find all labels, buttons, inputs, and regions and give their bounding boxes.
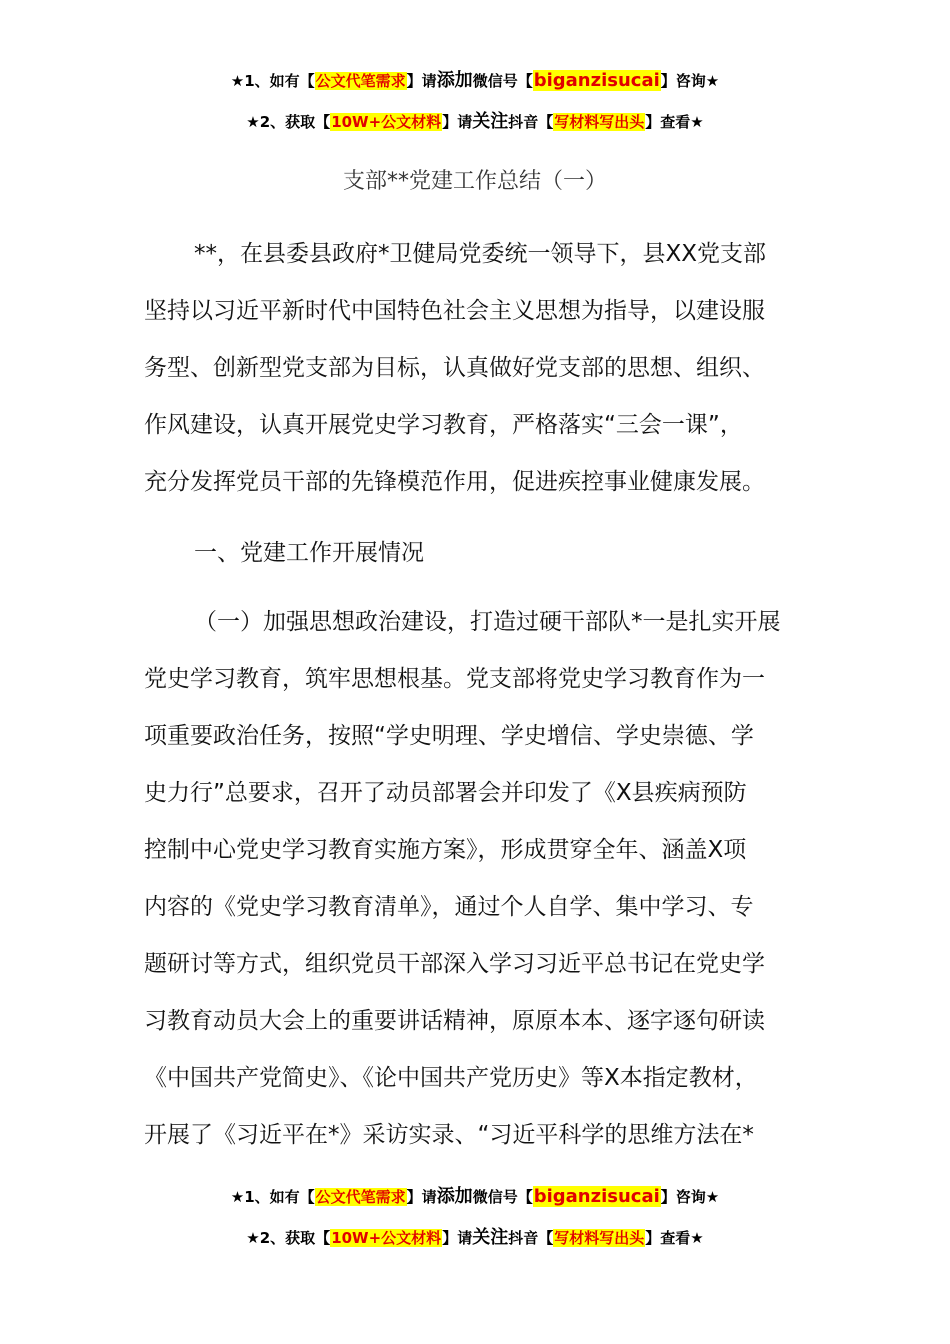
body-line: **，在县委县政府*卫健局党委统一领导下，县XX党支部 [194, 241, 767, 267]
promo-text: ★2、获取【 [246, 1229, 331, 1247]
promo-emphasis: 关注 [472, 111, 509, 132]
promo-highlight: 10W+公文材料 [331, 1229, 442, 1247]
promo-text: 】请 [406, 1188, 437, 1206]
promo-text: 】请 [442, 113, 473, 131]
promo-highlight: 写材料写出头 [554, 113, 645, 131]
promo-text: 微信号【 [472, 72, 533, 90]
promo-text: 】请 [442, 1229, 473, 1247]
body-line: 坚持以习近平新时代中国特色社会主义思想为指导，以建设服 [144, 298, 765, 324]
promo-emphasis: 添加 [436, 70, 473, 91]
body-line: 题研讨等方式，组织党员干部深入学习习近平总书记在党史学 [144, 951, 765, 977]
promo-text: 】请 [406, 72, 437, 90]
promo-highlight: 10W+公文材料 [331, 113, 442, 131]
footer-promo-line-1 [0, 1186, 950, 1208]
body-line: 作风建设，认真开展党史学习教育，严格落实“三会一课”， [144, 412, 743, 438]
subsection-heading-line: （一）加强思想政治建设，打造过硬干部队*一是扎实开展 [194, 609, 781, 635]
promo-wechat-id: biganzisucai [533, 1186, 660, 1207]
body-line: 务型、创新型党支部为目标，认真做好党支部的思想、组织、 [144, 355, 765, 381]
promo-wechat-id: biganzisucai [533, 70, 660, 91]
body-line: 项重要政治任务，按照“学史明理、学史增信、学史崇德、学 [144, 723, 754, 749]
body-line: 内容的《党史学习教育清单》，通过个人自学、集中学习、专 [144, 894, 754, 920]
promo-highlight: 公文代笔需求 [315, 72, 406, 90]
promo-text: 】咨询★ [660, 1188, 720, 1206]
promo-text: ★1、如有【 [230, 72, 315, 90]
promo-text: 抖音【 [508, 1229, 554, 1247]
promo-text: 微信号【 [472, 1188, 533, 1206]
body-line: 习教育动员大会上的重要讲话精神，原原本本、逐字逐句研读 [144, 1008, 765, 1034]
header-promo-line-1 [0, 70, 950, 92]
body-line: 充分发挥党员干部的先锋模范作用，促进疾控事业健康发展。 [144, 469, 765, 495]
promo-text: 】查看★ [645, 1229, 704, 1247]
body-line: 控制中心党史学习教育实施方案》，形成贯穿全年、涵盖X项 [144, 837, 747, 863]
header-promo-line-2 [0, 111, 950, 133]
document-title: 支部**党建工作总结（一） [342, 169, 607, 194]
promo-text: ★1、如有【 [230, 1188, 315, 1206]
body-line: 史力行”总要求，召开了动员部署会并印发了《X县疾病预防 [144, 780, 747, 806]
promo-highlight: 公文代笔需求 [315, 1188, 406, 1206]
section-heading: 一、党建工作开展情况 [194, 540, 424, 566]
promo-highlight: 写材料写出头 [554, 1229, 645, 1247]
promo-text: 】查看★ [645, 113, 704, 131]
promo-text: 抖音【 [508, 113, 554, 131]
promo-emphasis: 关注 [472, 1227, 509, 1248]
promo-text: 】咨询★ [660, 72, 720, 90]
body-line: 《中国共产党简史》、《论中国共产党历史》等X本指定教材， [144, 1065, 758, 1091]
body-line: 开展了《习近平在*》采访实录、“习近平科学的思维方法在* [144, 1122, 754, 1148]
promo-text: ★2、获取【 [246, 113, 331, 131]
promo-emphasis: 添加 [436, 1186, 473, 1207]
body-line: 党史学习教育，筑牢思想根基。党支部将党史学习教育作为一 [144, 666, 765, 692]
footer-promo-line-2 [0, 1227, 950, 1249]
